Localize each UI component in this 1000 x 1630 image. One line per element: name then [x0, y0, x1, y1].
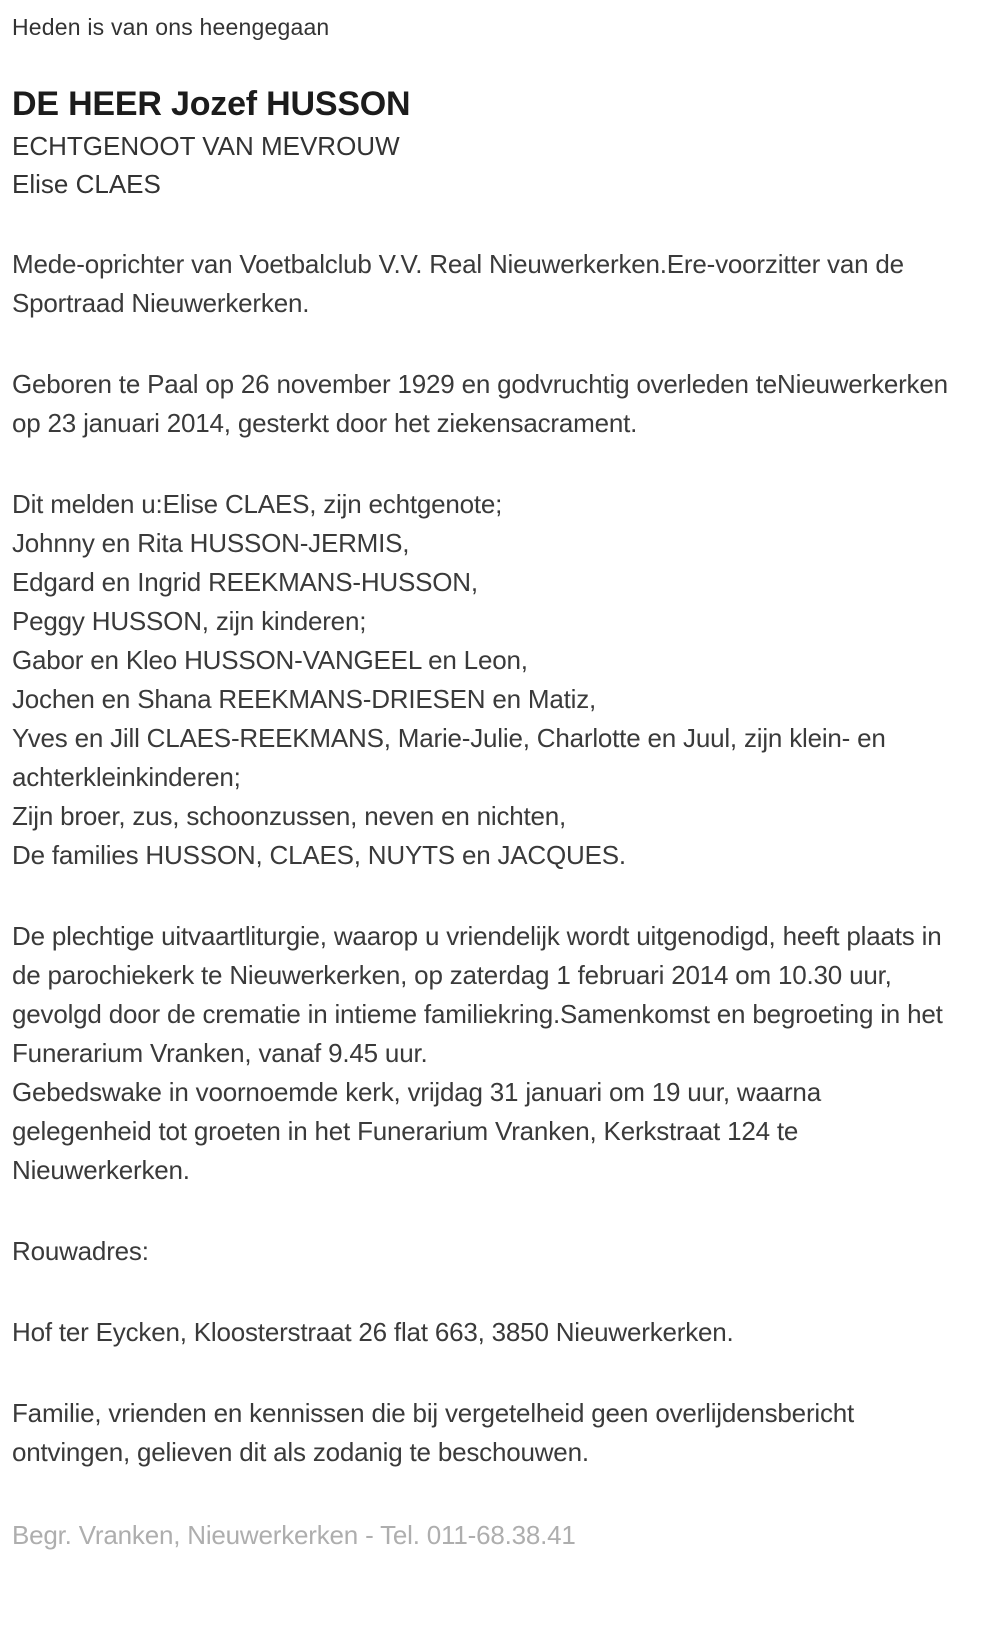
wake-paragraph: Gebedswake in voornoemde kerk, vrijdag 31 januari om 19 uur, waarna gelegenheid tot groeten in het Funerarium Vranken, Kerkstraat 124 te Nieuwerkerken. — [12, 1077, 821, 1185]
intro-line: Heden is van ons heengegaan — [12, 14, 330, 40]
family-line: Johnny en Rita HUSSON-JERMIS, — [12, 528, 410, 558]
family-line: Edgard en Ingrid REEKMANS-HUSSON, — [12, 567, 478, 597]
family-line: De families HUSSON, CLAES, NUYTS en JACQUES. — [12, 840, 626, 870]
service-block — [12, 917, 964, 1190]
spouse-name: Elise CLAES — [12, 169, 161, 199]
family-line: Zijn broer, zus, schoonzussen, neven en nichten, — [12, 801, 567, 831]
family-list — [12, 485, 964, 875]
honors-paragraph: Mede-oprichter van Voetbalclub V.V. Real Nieuwerkerken.Ere-voorzitter van de Sportraad Nieuwerkerken. — [12, 249, 904, 318]
mourning-address: Hof ter Eycken, Kloosterstraat 26 flat 663, 3850 Nieuwerkerken. — [12, 1317, 734, 1347]
family-line: Yves en Jill CLAES-REEKMANS, Marie-Julie, Charlotte en Juul, zijn klein- en achterkleinkinderen; — [12, 723, 886, 792]
undertaker-footer: Begr. Vranken, Nieuwerkerken - Tel. 011-68.38.41 — [12, 1520, 576, 1550]
family-line: Peggy HUSSON, zijn kinderen; — [12, 606, 367, 636]
apology-paragraph: Familie, vrienden en kennissen die bij vergetelheid geen overlijdensbericht ontvingen, gelieven dit als zodanig te beschouwen. — [12, 1398, 855, 1467]
spouse-title: ECHTGENOOT VAN MEVROUW — [12, 131, 400, 161]
family-line: Jochen en Shana REEKMANS-DRIESEN en Matiz, — [12, 684, 597, 714]
family-line: Dit melden u:Elise CLAES, zijn echtgenote; — [12, 489, 503, 519]
funeral-service-paragraph: De plechtige uitvaartliturgie, waarop u vriendelijk wordt uitgenodigd, heeft plaats in de parochiekerk te Nieuwerkerken, op zaterdag 1 februari 2014 om 10.30 uur, gevolgd door de crematie in intieme familiekring.Samenkomst en begroeting in het Funerarium Vranken, vanaf 9.45 uur. — [12, 921, 943, 1068]
deceased-name: DE HEER Jozef HUSSON — [12, 85, 411, 123]
family-line: Gabor en Kleo HUSSON-VANGEEL en Leon, — [12, 645, 528, 675]
mourning-address-label: Rouwadres: — [12, 1236, 149, 1266]
birth-death-paragraph: Geboren te Paal op 26 november 1929 en godvruchtig overleden teNieuwerkerken op 23 januari 2014, gesterkt door het ziekensacrament. — [12, 369, 948, 438]
